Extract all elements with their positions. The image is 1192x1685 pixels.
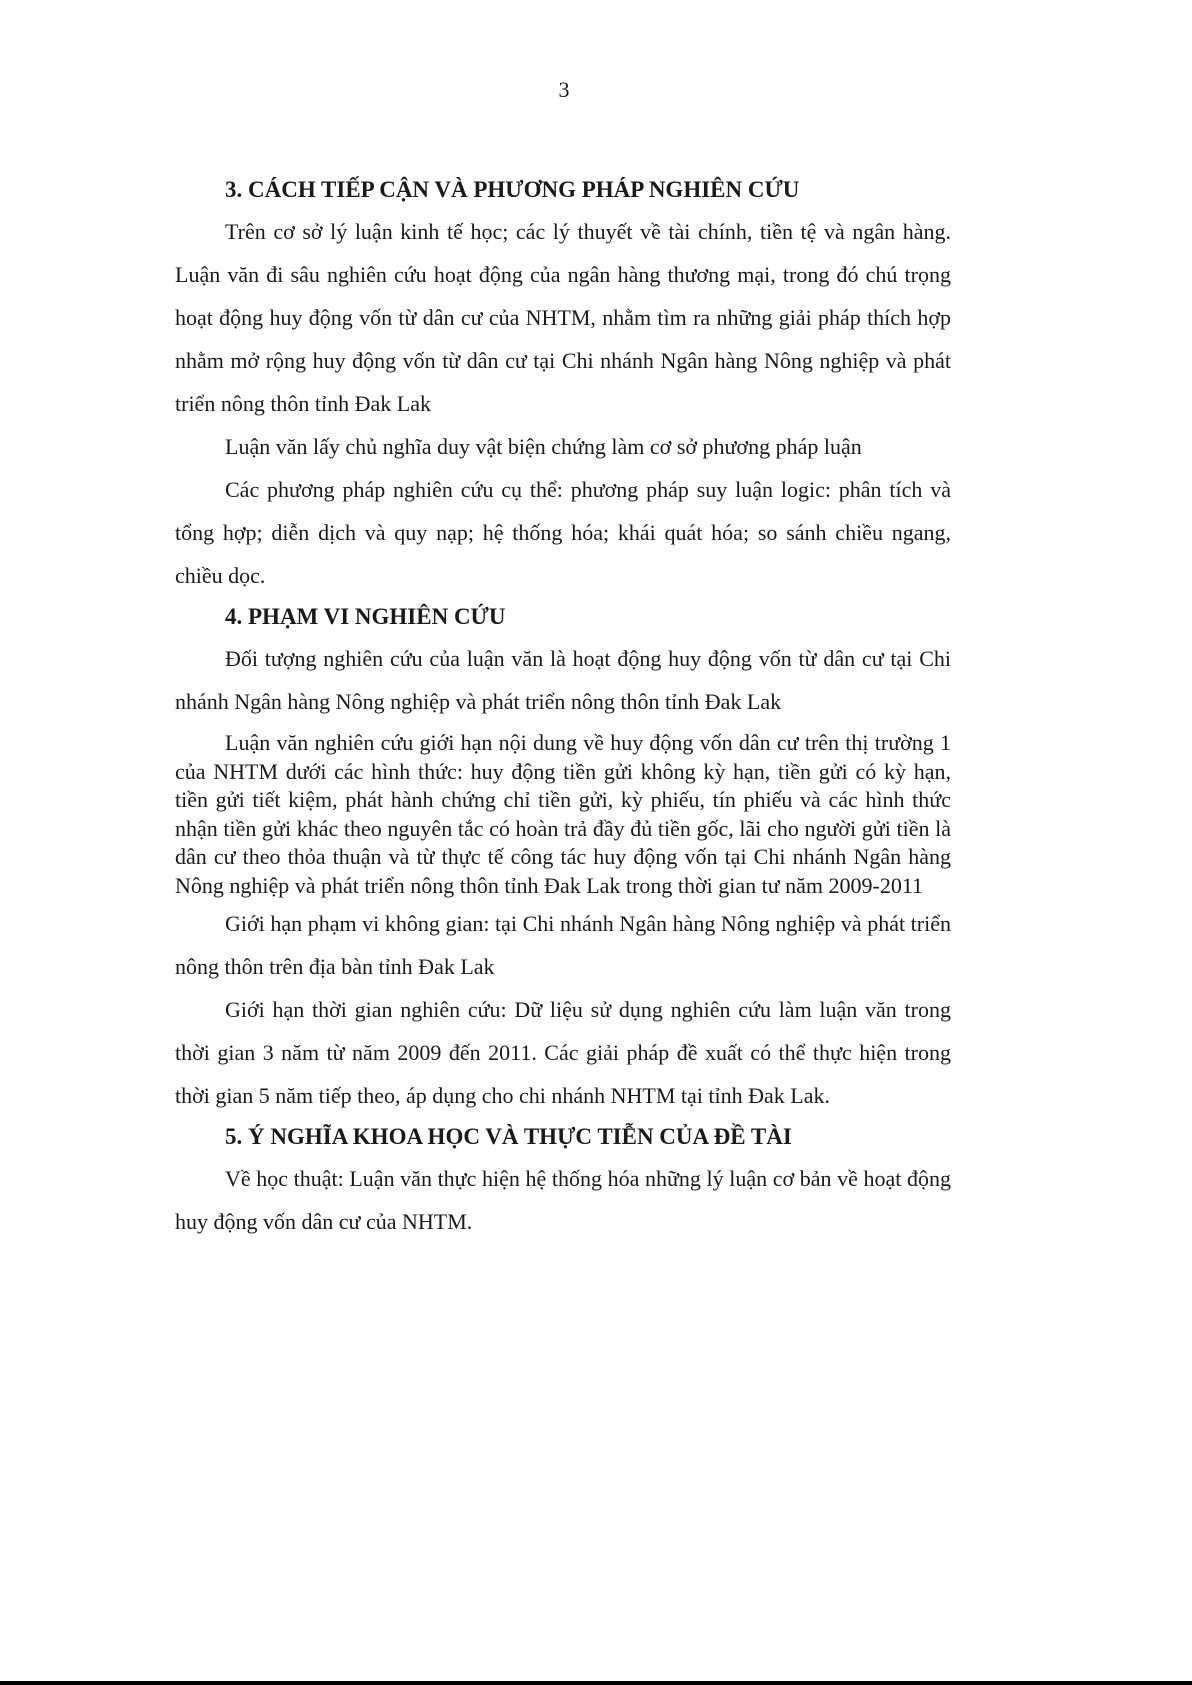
paragraph: Về học thuật: Luận văn thực hiện hệ thống hóa những lý luận cơ bản về hoạt động huy động vốn dân cư của NHTM.	[175, 1166, 951, 1234]
paragraph: Các phương pháp nghiên cứu cụ thể: phương pháp suy luận logic: phân tích và tổng hợp; diễn dịch và quy nạp; hệ thống hóa; khái quát hóa; so sánh chiều ngang, chiều dọc.	[175, 477, 951, 588]
page-bottom-border	[0, 1681, 1192, 1685]
paragraph: Trên cơ sở lý luận kinh tế học; các lý thuyết về tài chính, tiền tệ và ngân hàng. Luận văn đi sâu nghiên cứu hoạt động của ngân hàng thương mại, trong đó chú trọng hoạt động huy động vốn từ dân cư của NHTM, nhằm tìm ra những giải pháp thích hợp nhằm mở rộng huy động vốn từ dân cư tại Chi nhánh Ngân hàng Nông nghiệp và phát triển nông thôn tỉnh Đak Lak	[175, 219, 951, 416]
paragraph: Luận văn lấy chủ nghĩa duy vật biện chứng làm cơ sở phương pháp luận	[225, 434, 862, 459]
section-heading-scope: 4. PHẠM VI NGHIÊN CỨU	[225, 604, 506, 629]
paragraph: Giới hạn thời gian nghiên cứu: Dữ liệu sử dụng nghiên cứu làm luận văn trong thời gian 3 năm từ năm 2009 đến 2011. Các giải pháp đề xuất có thể thực hiện trong thời gian 5 năm tiếp theo, áp dụng cho chi nhánh NHTM tại tỉnh Đak Lak.	[175, 997, 951, 1108]
paragraph: Luận văn nghiên cứu giới hạn nội dung về huy động vốn dân cư trên thị trường 1 của NHTM dưới các hình thức: huy động tiền gửi không kỳ hạn, tiền gửi có kỳ hạn, tiền gửi tiết kiệm, phát hành chứng chỉ tiền gửi, kỳ phiếu, tín phiếu và các hình thức nhận tiền gửi khác theo nguyên tắc có hoàn trả đầy đủ tiền gốc, lãi cho người gửi tiền là dân cư theo thỏa thuận và từ thực tế công tác huy động vốn tại Chi nhánh Ngân hàng Nông nghiệp và phát triển nông thôn tỉnh Đak Lak trong thời gian tư năm 2009-2011	[175, 730, 951, 898]
paragraph: Giới hạn phạm vi không gian: tại Chi nhánh Ngân hàng Nông nghiệp và phát triển nông thôn trên địa bàn tỉnh Đak Lak	[175, 911, 951, 979]
section-heading-approach: 3. CÁCH TIẾP CẬN VÀ PHƯƠNG PHÁP NGHIÊN CỨU	[225, 177, 800, 202]
document-body	[175, 170, 951, 1243]
section-heading-significance: 5. Ý NGHĨA KHOA HỌC VÀ THỰC TIỄN CỦA ĐỀ TÀI	[225, 1124, 792, 1149]
paragraph: Đối tượng nghiên cứu của luận văn là hoạt động huy động vốn từ dân cư tại Chi nhánh Ngân hàng Nông nghiệp và phát triển nông thôn tỉnh Đak Lak	[175, 646, 951, 714]
page-number: 3	[558, 77, 570, 102]
